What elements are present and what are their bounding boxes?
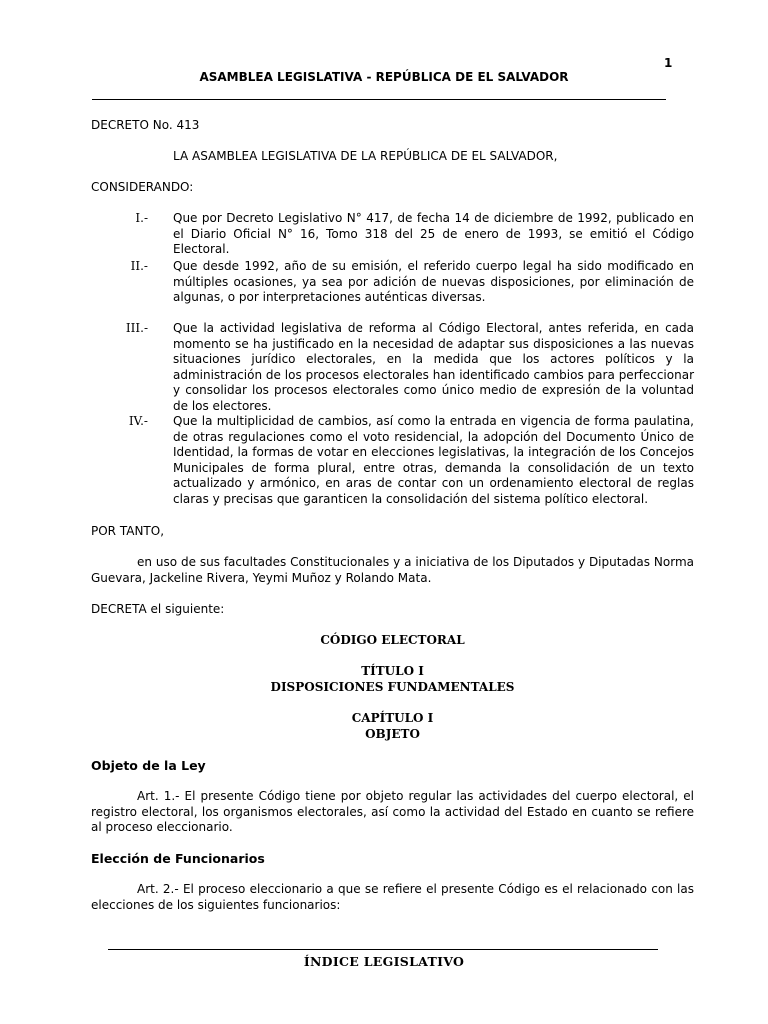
titulo-name: DISPOSICIONES FUNDAMENTALES — [270, 680, 515, 694]
footer-rule — [108, 949, 658, 950]
por-tanto-label: POR TANTO, — [91, 524, 165, 538]
considerando-item: Que la actividad legislativa de reforma al Código Electoral, antes referida, en cada momento se ha justificado en la necesidad de adaptar sus disposiciones a las nuevas situaciones jurídico electorales, en la medida que los actores políticos y la administración de los procesos electorales han identificado cambios para perfeccionar y consolidar los procesos electorales como único medio de expresión de la voluntad de los electores. — [173, 321, 694, 413]
code-title: CÓDIGO ELECTORAL — [320, 633, 465, 647]
capitulo-name: OBJETO — [365, 727, 420, 741]
section-heading: Elección de Funcionarios — [91, 851, 265, 866]
decree-number: DECRETO No. 413 — [91, 118, 200, 132]
capitulo-label: CAPÍTULO I — [351, 711, 434, 725]
facultades-paragraph: en uso de sus facultades Constitucionales y a iniciativa de los Diputados y Diputadas Norma Guevara, Jackeline Rivera, Yeymi Muñoz y Rolando Mata. — [91, 555, 694, 585]
article-paragraph: Art. 1.- El presente Código tiene por objeto regular las actividades del cuerpo electoral, el registro electoral, los organismos electorales, así como la actividad del Estado en cuanto se refiere al proceso eleccionario. — [91, 789, 694, 834]
considerando-item: Que la multiplicidad de cambios, así como la entrada en vigencia de forma paulatina, de otras regulaciones como el voto residencial, la adopción del Documento Único de Identidad, la formas de votar en elecciones legislativas, la integración de los Concejos Municipales de forma plural, entre otras, demanda la consolidación de un texto actualizado y armónico, en aras de contar con un ordenamiento electoral de reglas claras y precisas que garanticen la consolidación del sistema político electoral. — [173, 414, 694, 506]
considerando-item: Que desde 1992, año de su emisión, el referido cuerpo legal ha sido modificado en múltiples ocasiones, ya sea por adición de nuevas disposiciones, por eliminación de algunas, o por interpretaciones auténticas diversas. — [173, 259, 694, 304]
section-heading: Objeto de la Ley — [91, 758, 206, 773]
considerando-label: CONSIDERANDO: — [91, 180, 194, 194]
item-numeral: II.- — [130, 259, 148, 273]
header-title: ASAMBLEA LEGISLATIVA - REPÚBLICA DE EL SALVADOR — [199, 70, 569, 84]
item-numeral: III.- — [125, 321, 148, 335]
considerando-item: Que por Decreto Legislativo N° 417, de fecha 14 de diciembre de 1992, publicado en el Diario Oficial N° 16, Tomo 318 del 25 de enero de 1993, se emitió el Código Electoral. — [173, 211, 694, 256]
footer-title: ÍNDICE LEGISLATIVO — [303, 954, 465, 969]
item-numeral: I.- — [135, 211, 148, 225]
page-number: 1 — [664, 56, 673, 70]
item-numeral: IV.- — [128, 414, 148, 428]
decreta-line: DECRETA el siguiente: — [91, 602, 225, 616]
article-paragraph: Art. 2.- El proceso eleccionario a que se refiere el presente Código es el relacionado con las elecciones de los siguientes funcionarios: — [91, 882, 694, 912]
header-rule — [92, 99, 666, 100]
titulo-label: TÍTULO I — [361, 664, 424, 678]
assembly-line: LA ASAMBLEA LEGISLATIVA DE LA REPÚBLICA DE EL SALVADOR, — [173, 149, 558, 163]
